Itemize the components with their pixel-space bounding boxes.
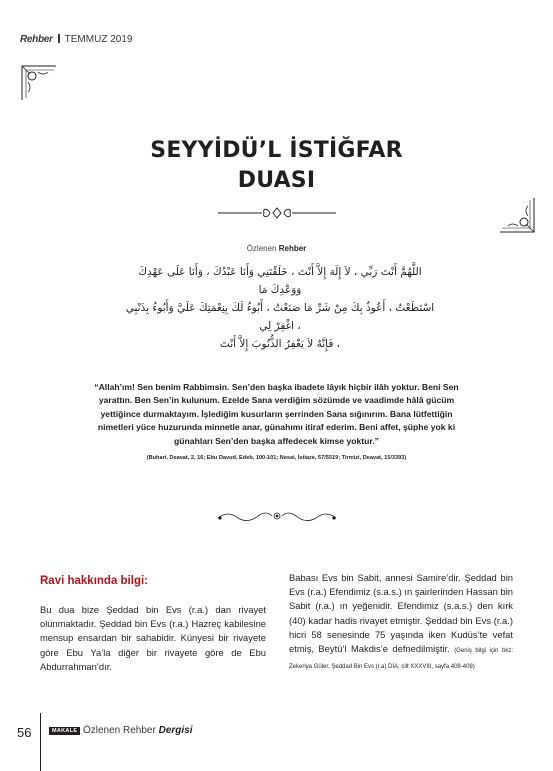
section-tag: MAKALE	[49, 727, 80, 735]
body-column-left: Bu dua bize Şeddad bin Evs (r.a.) dan rivayet olunmaktadır. Şeddad bin Evs (r.a.) Hazreç kabilesine mensup ensardan bir sahabidir. Künyesi bir rivayete göre Ebu Ya’la diğer bir rivayete göre de Ebu Abdurrahman’dır.	[40, 604, 266, 672]
arabic-prayer	[124, 263, 436, 353]
running-header	[20, 34, 132, 45]
article-title-line-1: SEYYİDÜ’L İSTİĞFAR	[150, 138, 403, 163]
divider-ornament-icon	[216, 508, 338, 529]
arabic-line: ، فَإِنَّهُ لاَ يَغْفِرُ الذُّنُوبَ إِلاَّ أَنْتَ	[219, 338, 341, 350]
arabic-line: اللَّهُمَّ أَنْتَ رَبِّي ، لاَ إِلَهَ إِلاَّ أَنْتَ ، خَلَقْتَنِي وَأَنَا عَبْدُكَ ، وَأَنَا عَلَى عَهْدِكَ وَوَعْدِكَ مَا	[138, 266, 422, 296]
corner-ornament-bottom-right-icon	[498, 196, 538, 236]
arabic-line: اسْتَطَعْتُ ، أَعُوذُ بِكَ مِنْ شَرِّ مَا صَنَعْتُ ، أَبُوءُ لَكَ بِنِعْمَتِكَ عَلَيَّ وَأَبُوءُ بِذَنْبِي ، اغْفِرْ لِي	[125, 302, 435, 332]
author-name: Rehber	[278, 244, 307, 253]
article-title	[0, 136, 553, 196]
page-number: 56	[17, 725, 32, 740]
header-separator	[58, 34, 60, 43]
footer-divider-line	[40, 713, 41, 771]
source-note: (Geniş bilgi için bkz: Zekeriya Güler, Şeddad Bin Evs (r.a) DİA, cilt XXXVIII, sayfa 408-409)	[289, 648, 514, 671]
author-prefix: Özlenen	[246, 244, 277, 253]
magazine-name-suffix: Dergisi	[158, 725, 193, 736]
corner-ornament-top-left-icon	[18, 62, 58, 102]
body-column-right	[289, 571, 513, 674]
hadith-references: (Buhari, Deavat, 2, 16; Ebu Davud, Edeb, 100-101; Nesai, İstiaze, 57/5519; Tirmizi, Deavat, 15/3393)	[146, 455, 407, 461]
body-column-right-text: Babası Evs bin Sabit, annesi Samire’dir. Şeddad bin Evs (r.a.) Efendimiz (s.a.s.) ın şairlerinden Hassan bin Sabit (r.a.) ın yeğenidir. Efendimiz (s.a.s.) den kırk (40) kadar hadis rivayet etmiştir. Şeddad bin Evs (r.a.) hicri 58 senesinde 75 yaşında iken Kudüs’te vefat etmiş, Beytü’l Makdis’e defnedilmiştir.	[289, 572, 513, 655]
translation-quote: “Allah’ım! Sen benim Rabbimsin. Sen’den başka ibadete lâyık hiçbir ilâh yoktur. Beni Sen yarattın. Ben Sen’in kulunum. Ezelde Sana verdiğim sözümde ve vaadimde hâlâ gücüm yettiğince durmaktayım. İşlediğim kusurların şerrinden Sana sığınırım. Bana lütfettiğin nimetleri yüce huzurunda minnetle anar, günahımı itiraf ederim. Beni affet, şüphe yok ki günahları Sen’den başka affedecek kimse yoktur.”	[94, 382, 459, 446]
author-line	[0, 244, 553, 253]
header-brand: Rehber	[20, 34, 53, 45]
magazine-name	[83, 725, 193, 736]
article-title-line-2: DUASI	[237, 168, 316, 193]
section-subheading: Ravi hakkında bilgi:	[40, 575, 148, 587]
header-issue: TEMMUZ 2019	[64, 34, 133, 45]
divider-ornament-icon	[218, 206, 336, 224]
magazine-name-prefix: Özlenen Rehber	[83, 725, 156, 736]
